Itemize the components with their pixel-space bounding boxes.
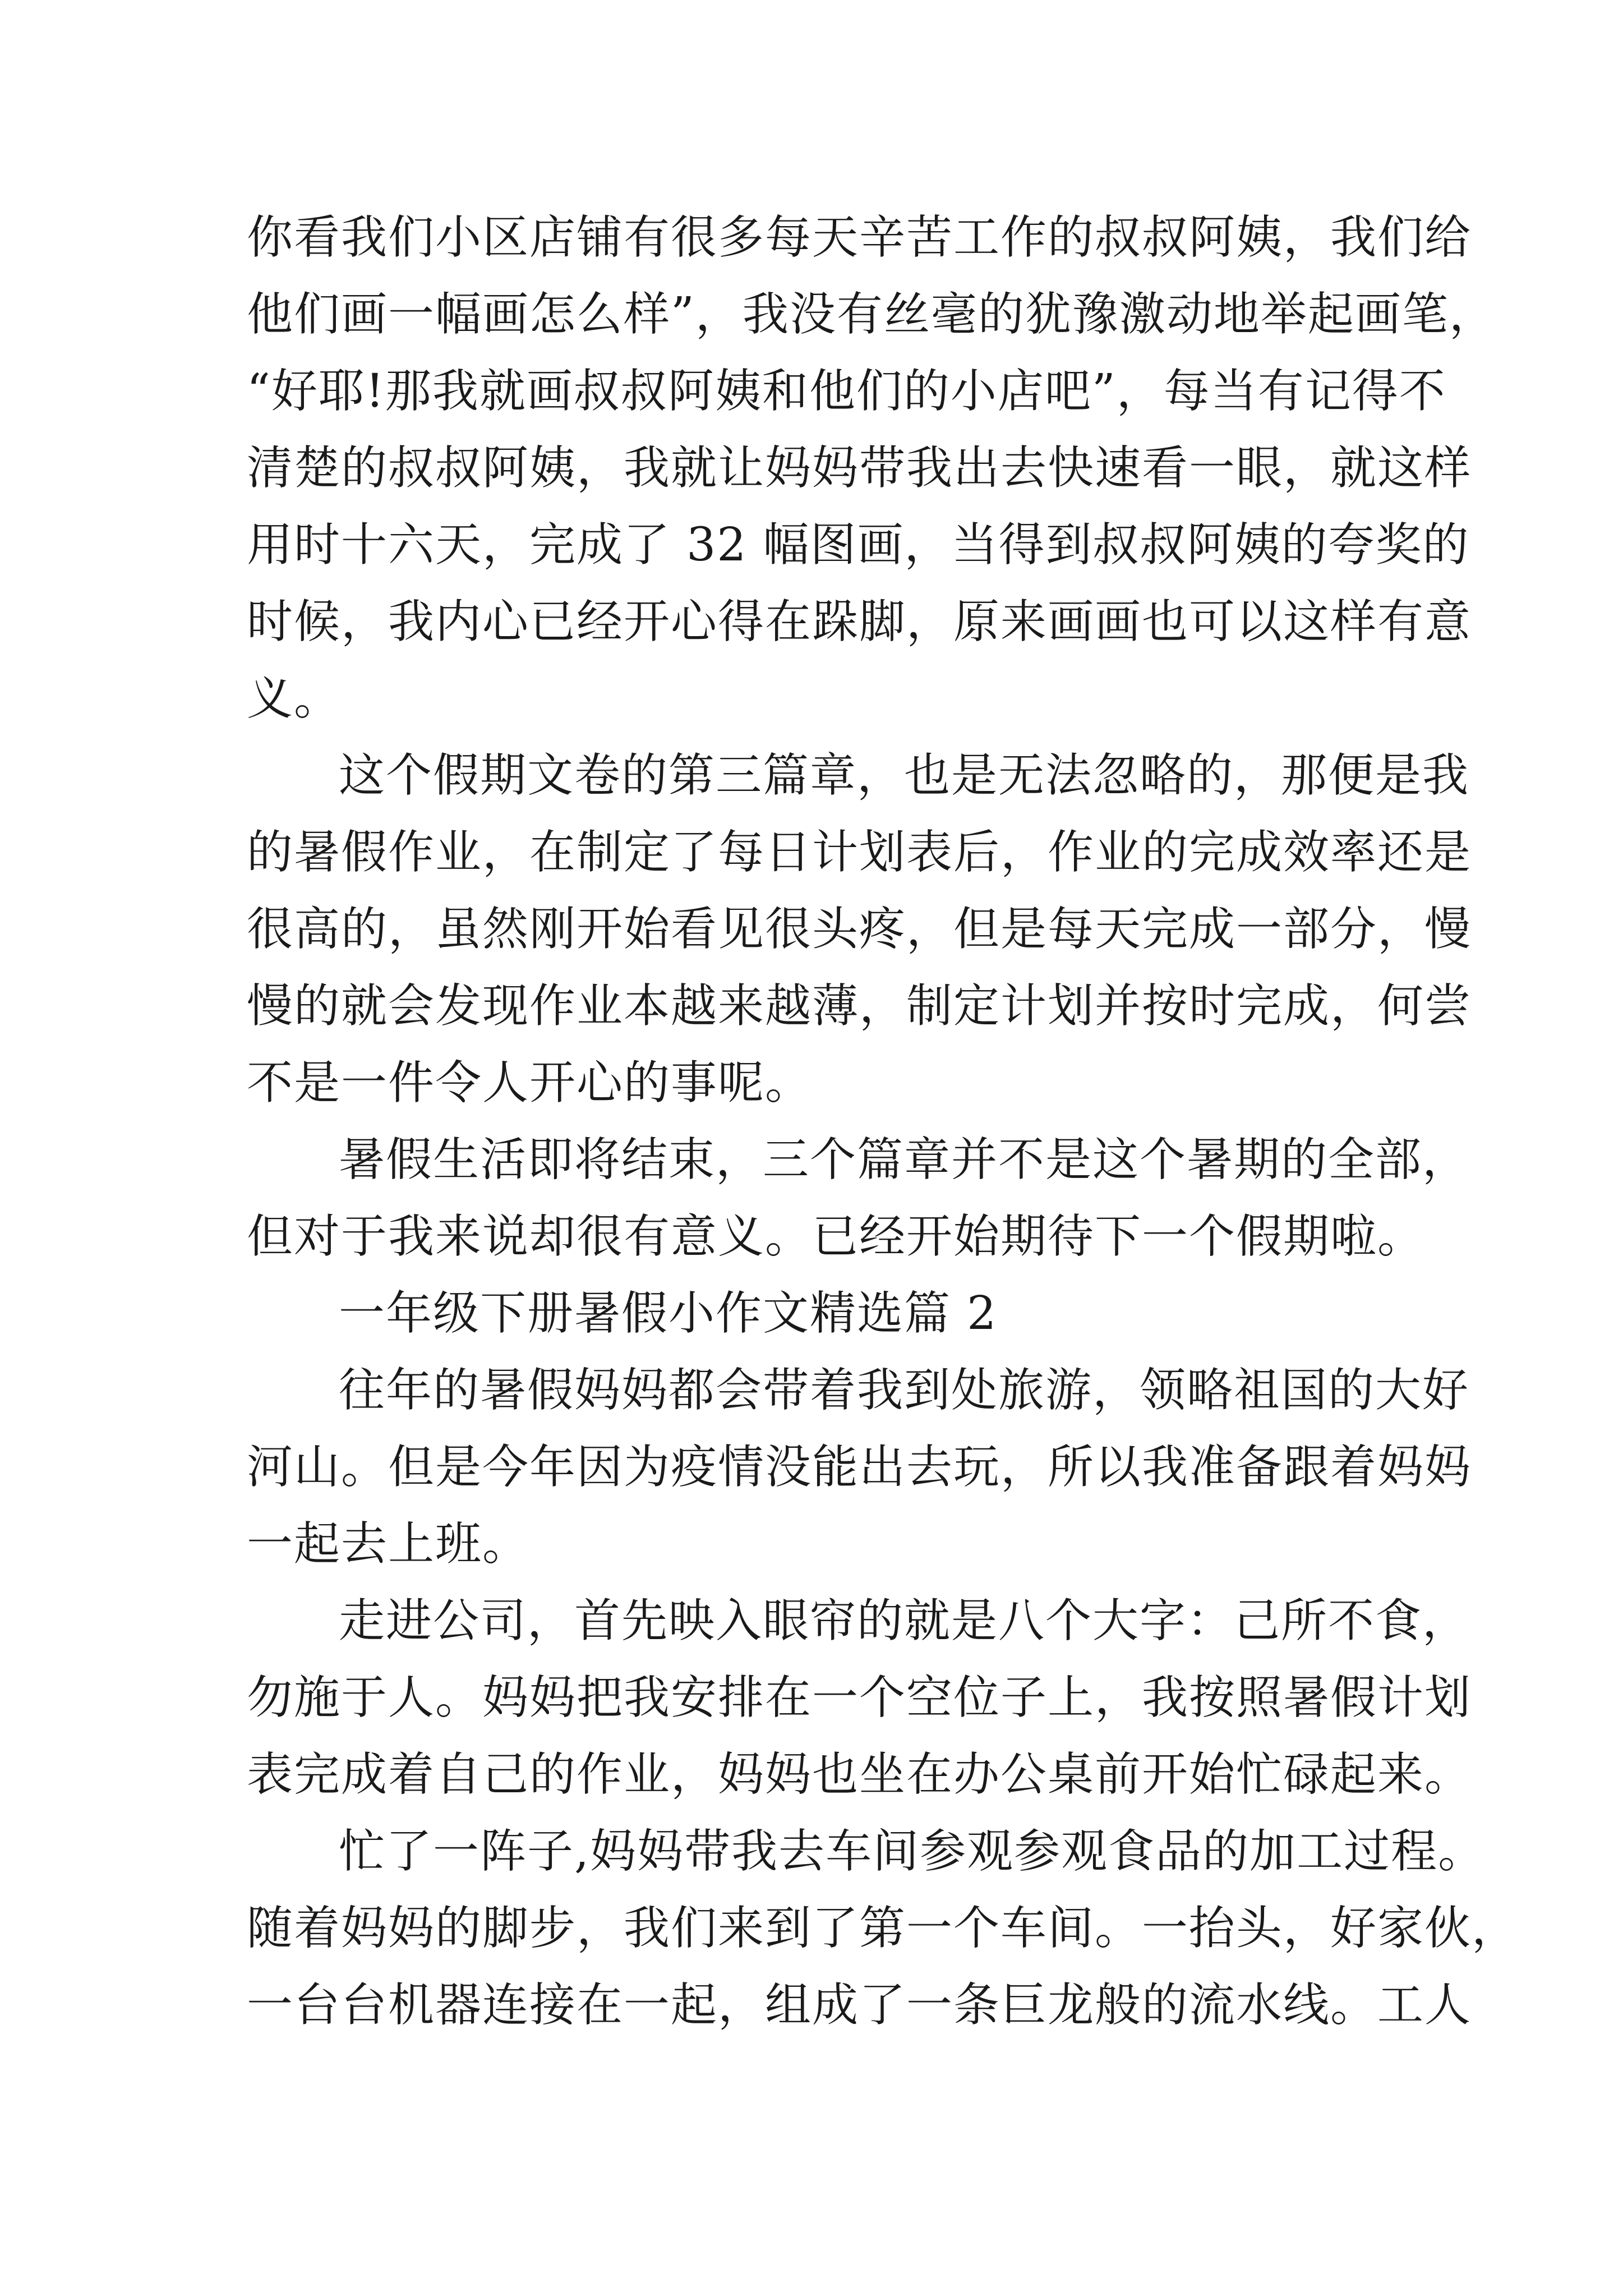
- text-line: 忙了一阵子,妈妈带我去车间参观参观食品的加工过程。: [339, 1825, 1486, 1878]
- text-line: 很高的，虽然刚开始看见很头疼，但是每天完成一部分，慢: [247, 903, 1472, 956]
- text-line: 随着妈妈的脚步，我们来到了第一个车间。一抬头，好家伙，: [247, 1902, 1519, 1955]
- section-heading: 一年级下册暑假小作文精选篇 2: [339, 1287, 998, 1340]
- text-line: 勿施于人。妈妈把我安排在一个空位子上，我按照暑假计划: [247, 1671, 1472, 1724]
- text-line: 慢的就会发现作业本越来越薄，制定计划并按时完成，何尝: [247, 979, 1472, 1033]
- text-line: 但对于我来说却很有意义。已经开始期待下一个假期啦。: [247, 1210, 1425, 1263]
- text-line: “好耶!那我就画叔叔阿姨和他们的小店吧”，每当有记得不: [247, 365, 1446, 418]
- document-body: [247, 199, 1519, 2044]
- text-line: 这个假期文卷的第三篇章，也是无法忽略的，那便是我: [339, 749, 1470, 802]
- text-line: 你看我们小区店铺有很多每天辛苦工作的叔叔阿姨，我们给: [247, 211, 1472, 264]
- text-line: 他们画一幅画怎么样”，我没有丝毫的犹豫激动地举起画笔，: [247, 288, 1496, 341]
- text-line: 暑假生活即将结束，三个篇章并不是这个暑期的全部，: [339, 1133, 1470, 1186]
- text-line: 时候，我内心已经开心得在跺脚，原来画画也可以这样有意: [247, 595, 1472, 648]
- text-line: 河山。但是今年因为疫情没能出去玩，所以我准备跟着妈妈: [247, 1441, 1472, 1494]
- text-line: 义。: [247, 672, 342, 725]
- text-line: 走进公司，首先映入眼帘的就是八个大字：己所不食，: [339, 1594, 1470, 1648]
- text-line: 一台台机器连接在一起，组成了一条巨龙般的流水线。工人: [247, 1978, 1472, 2032]
- text-line: 往年的暑假妈妈都会带着我到处旅游，领略祖国的大好: [339, 1364, 1470, 1417]
- text-line: 不是一件令人开心的事呢。: [247, 1056, 813, 1110]
- text-line: 用时十六天，完成了 32 幅图画，当得到叔叔阿姨的夸奖的: [247, 518, 1470, 572]
- text-line: 一起去上班。: [247, 1517, 530, 1571]
- text-line: 表完成着自己的作业，妈妈也坐在办公桌前开始忙碌起来。: [247, 1748, 1472, 1801]
- text-line: 的暑假作业，在制定了每日计划表后，作业的完成效率还是: [247, 826, 1472, 879]
- text-line: 清楚的叔叔阿姨，我就让妈妈带我出去快速看一眼，就这样: [247, 441, 1472, 495]
